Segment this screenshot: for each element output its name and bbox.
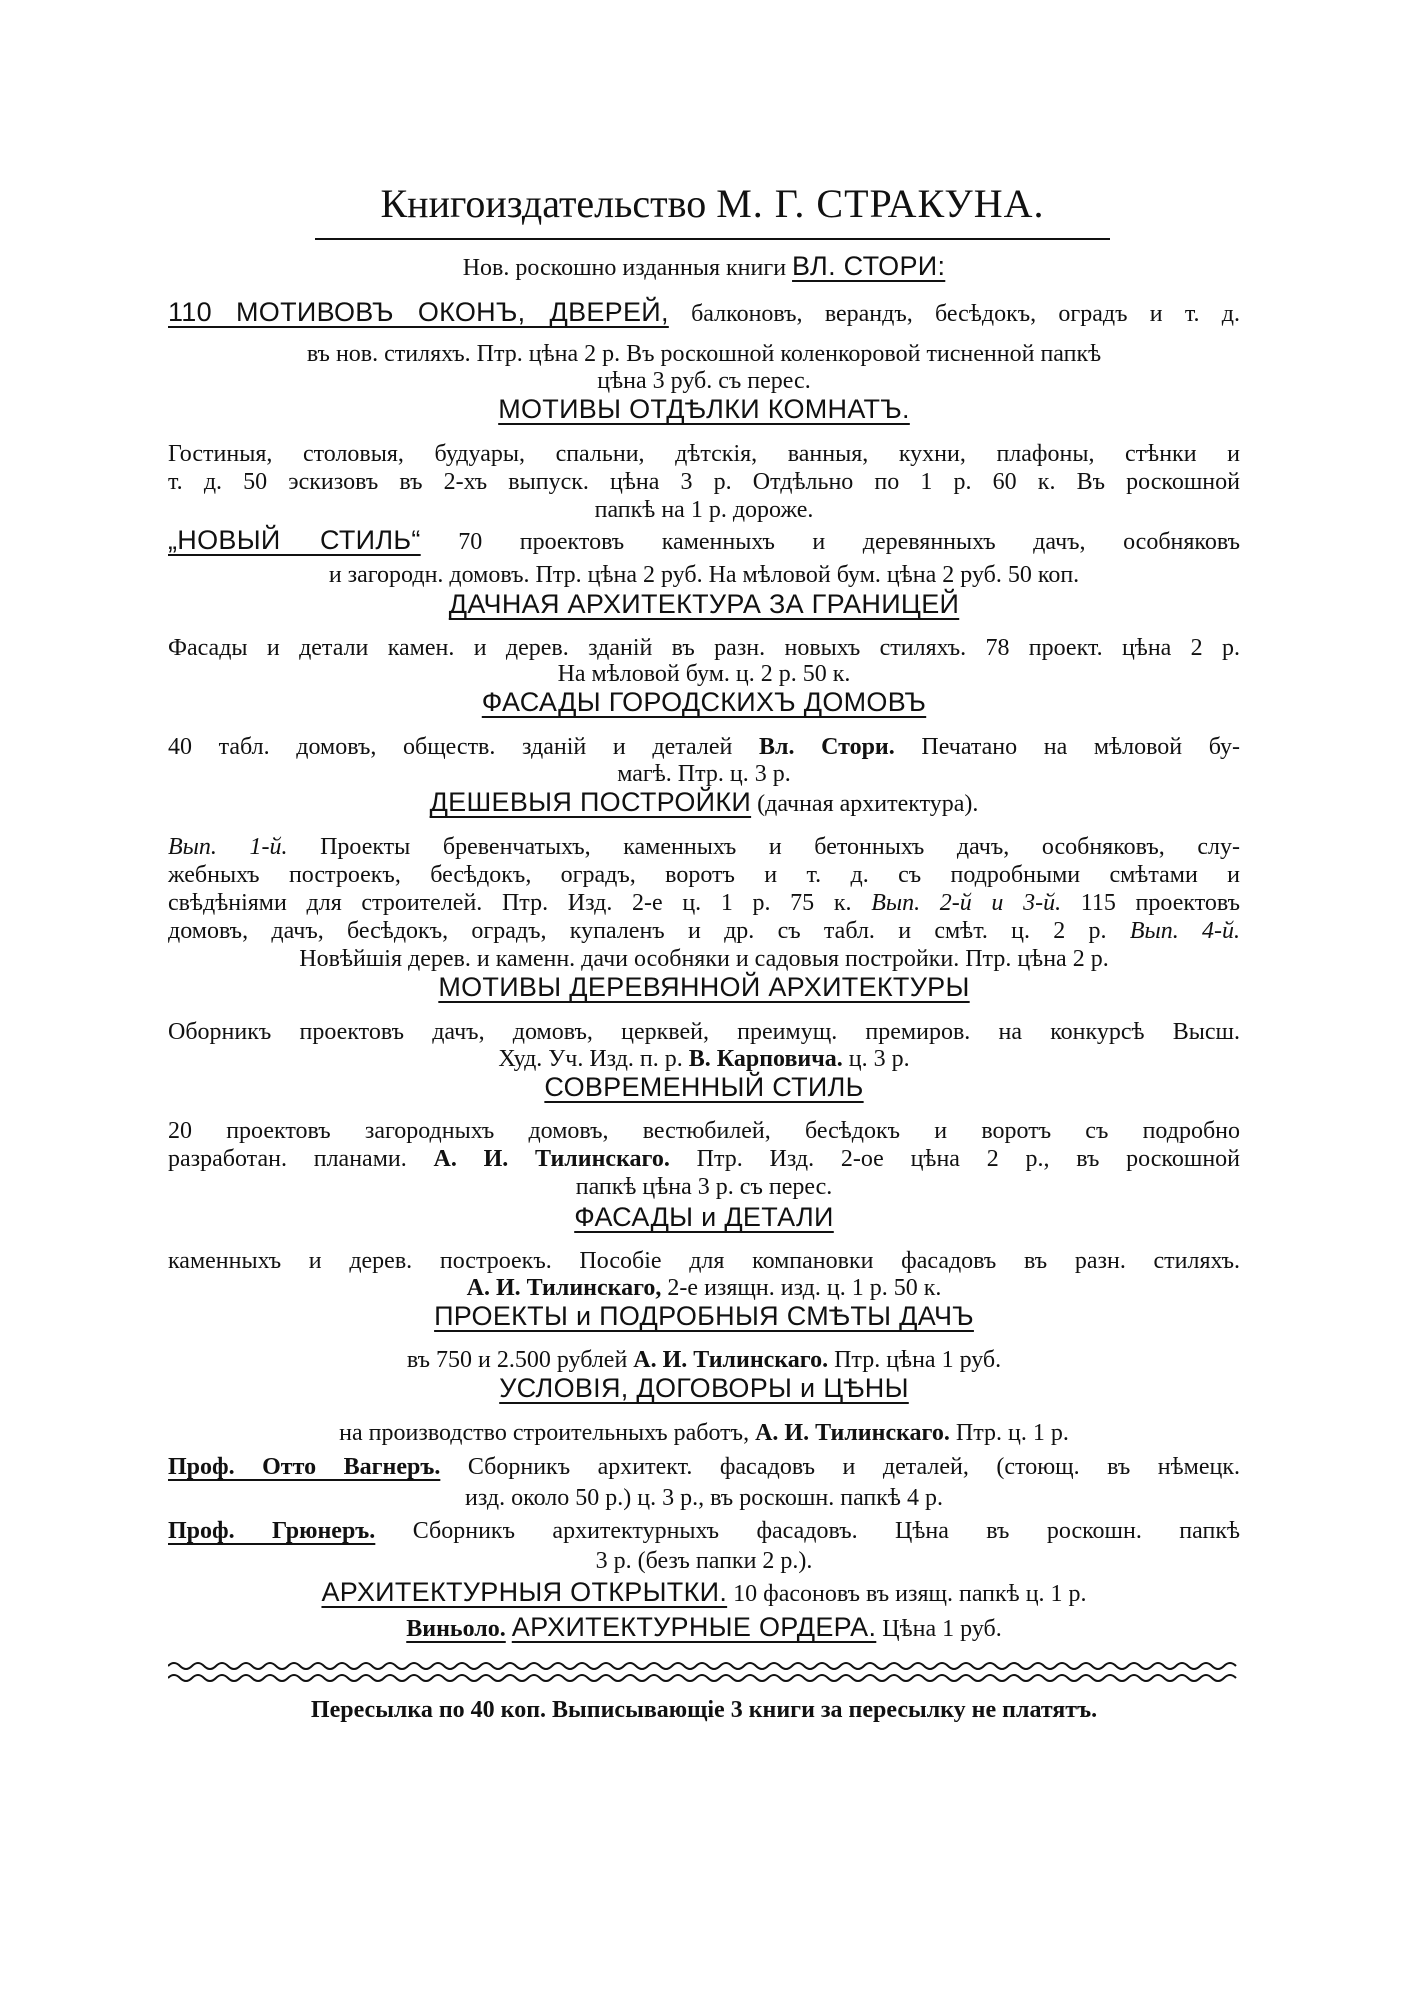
entry-dachnaya-title: ДАЧНАЯ АРХИТЕКТУРА ЗА ГРАНИЦЕЙ — [448, 589, 960, 619]
publisher-title — [315, 180, 1110, 228]
entry-gruner-author: Проф. Грюнеръ. — [168, 1518, 376, 1544]
entry-otkrytki-title: АРХИТЕКТУРНЫЯ ОТКРЫТКИ. — [321, 1577, 728, 1607]
wavy-line-bottom — [168, 1675, 1236, 1681]
entry-motivy-derev-line2 — [168, 1045, 1240, 1074]
title-rule — [315, 238, 1110, 240]
wavy-line-top — [168, 1663, 1236, 1669]
entry-fasady-gorodskikh-heading — [168, 688, 1240, 719]
entry-fasady-detali-line1: каменныхъ и дерев. построекъ. Пособіе для компановки фасадовъ въ разн. стиляхъ. — [168, 1248, 1240, 1274]
entry-fasady-gorodskikh-line1-post: Печатано на мѣловой бу- — [921, 734, 1241, 760]
entry-sovremennyi-line2-pre: разработан. планами. — [168, 1146, 407, 1172]
entry-motivy-okon-title-rest: балконовъ, верандъ, бесѣдокъ, оградъ и т. д. — [691, 301, 1241, 327]
entry-motivy-otdelki-line1: Гостиныя, столовыя, будуары, спальни, дѣтскія, ванныя, кухни, плафоны, стѣнки и — [168, 441, 1240, 467]
entry-deshevyya-line3-pre: свѣдѣніями для строителей. Птр. Изд. 2-е ц. 1 р. 75 к. — [168, 890, 852, 916]
entry-deshevyya-line1 — [168, 833, 1240, 862]
entry-usloviya-line1-pre: на производство строительныхъ работъ, — [339, 1420, 750, 1446]
entry-dachnaya-line1: Фасады и детали камен. и дерев. зданій въ разн. новыхъ стиляхъ. 78 проект. цѣна 2 р. — [168, 635, 1240, 661]
subtitle — [168, 252, 1240, 283]
entry-vagner-line1-rest: Сборникъ архитект. фасадовъ и деталей, (стоющ. въ нѣмецк. — [467, 1454, 1241, 1480]
entry-motivy-otdelki-heading — [168, 395, 1240, 426]
entry-deshevyya-title-rest: (дачная архитектура). — [757, 791, 979, 817]
entry-vagner-author: Проф. Отто Вагнеръ. — [168, 1454, 441, 1480]
entry-usloviya-title: УСЛОВІЯ, ДОГОВОРЫ и ЦѢНЫ — [499, 1373, 909, 1403]
entry-deshevyya-line2: жебныхъ построекъ, бесѣдокъ, оградъ, воротъ и т. д. съ подробными смѣтами и — [168, 862, 1240, 888]
entry-ordera-title: АРХИТЕКТУРНЫЕ ОРДЕРА. — [511, 1612, 877, 1642]
entry-fasady-gorodskikh-line1-pre: 40 табл. домовъ, обществ. зданій и деталей — [168, 734, 733, 760]
entry-gruner-line1 — [168, 1517, 1240, 1546]
entry-proekty-smety-line1 — [168, 1346, 1240, 1375]
entry-sovremennyi-line2 — [168, 1145, 1240, 1174]
entry-fasady-detali-line2-post: 2-е изящн. изд. ц. 1 р. 50 к. — [667, 1275, 942, 1301]
entry-usloviya-line1 — [168, 1419, 1240, 1448]
entry-usloviya-heading — [168, 1374, 1240, 1405]
wavy-divider — [168, 1658, 1240, 1688]
entry-fasady-gorodskikh-line2: магѣ. Птр. ц. 3 р. — [617, 761, 791, 787]
publisher-title-pre: Книгоиздательство — [380, 181, 707, 226]
entry-usloviya-author: А. И. Тилинскаго. — [755, 1420, 950, 1446]
entry-motivy-otdelki-title: МОТИВЫ ОТДѢЛКИ КОМНАТЪ. — [498, 394, 910, 424]
entry-otkrytki-title-rest: 10 фасоновъ въ изящ. папкѣ ц. 1 р. — [733, 1581, 1087, 1607]
entry-deshevyya-line3 — [168, 889, 1240, 918]
entry-vagner-line1 — [168, 1453, 1240, 1482]
entry-novyi-stil-title: „НОВЫЙ СТИЛЬ“ — [168, 525, 421, 555]
entry-deshevyya-line1-rest: Проекты бревенчатыхъ, каменныхъ и бетонныхъ дачъ, особняковъ, слу- — [320, 834, 1240, 860]
entry-motivy-derev-heading — [168, 973, 1240, 1004]
entry-fasady-detali-heading — [168, 1203, 1240, 1234]
entry-motivy-derev-line1: Оборникъ проектовъ дачъ, домовъ, церквей, преимущ. премиров. на конкурсѣ Высш. — [168, 1019, 1240, 1045]
entry-proekty-smety-heading — [168, 1302, 1240, 1333]
entry-deshevyya-line3-post: 115 проектовъ — [1080, 890, 1241, 916]
entry-fasady-detali-author: А. И. Тилинскаго, — [466, 1275, 662, 1301]
entry-fasady-detali-title: ФАСАДЫ и ДЕТАЛИ — [574, 1202, 834, 1232]
entry-deshevyya-line3-issue: Вып. 2-й и 3-й. — [871, 890, 1062, 916]
subtitle-pre: Нов. роскошно изданныя книги — [462, 255, 787, 281]
entry-motivy-otdelki-line3: папкѣ на 1 р. дороже. — [594, 497, 814, 523]
entry-deshevyya-heading — [168, 788, 1240, 819]
entry-fasady-gorodskikh-line1 — [168, 733, 1240, 762]
shipping-note: Пересылка по 40 коп. Выписывающіе 3 книги за пересылку не платятъ. — [310, 1697, 1098, 1723]
entry-motivy-okon-heading — [168, 298, 1240, 329]
entry-sovremennyi-line2-post: Птр. Изд. 2-ое цѣна 2 р., въ роскошной — [696, 1146, 1241, 1172]
entry-sovremennyi-author: А. И. Тилинскаго. — [433, 1146, 670, 1172]
publisher-name: М. Г. СТРАКУНА. — [716, 181, 1045, 226]
entry-deshevyya-line4-issue: Вып. 4-й. — [1129, 918, 1241, 944]
entry-vagner-line2: изд. около 50 р.) ц. 3 р., въ роскошн. папкѣ 4 р. — [465, 1485, 943, 1511]
entry-dachnaya-heading — [168, 590, 1240, 621]
entry-proekty-smety-line1-pre: въ 750 и 2.500 рублей — [406, 1347, 628, 1373]
entry-otkrytki-line — [168, 1578, 1240, 1609]
entry-gruner-line1-rest: Сборникъ архитектурныхъ фасадовъ. Цѣна въ роскошн. папкѣ — [412, 1518, 1241, 1544]
entry-fasady-gorodskikh-author: Вл. Стори. — [758, 734, 895, 760]
entry-deshevyya-line5: Новѣйшія дерев. и каменн. дачи особняки и садовыя постройки. Птр. цѣна 2 р. — [299, 946, 1109, 972]
entry-gruner-line2: 3 р. (безъ папки 2 р.). — [595, 1548, 813, 1574]
entry-sovremennyi-line3: папкѣ цѣна 3 р. съ перес. — [575, 1174, 833, 1200]
entry-usloviya-line1-post: Птр. ц. 1 р. — [955, 1420, 1069, 1446]
entry-fasady-gorodskikh-title: ФАСАДЫ ГОРОДСКИХЪ ДОМОВЪ — [481, 687, 927, 717]
entry-deshevyya-line1-issue: Вып. 1-й. — [168, 834, 288, 860]
entry-proekty-smety-line1-post: Птр. цѣна 1 руб. — [834, 1347, 1002, 1373]
entry-motivy-okon-title: 110 МОТИВОВЪ ОКОНЪ, ДВЕРЕЙ, — [168, 297, 669, 327]
entry-sovremennyi-heading — [168, 1073, 1240, 1104]
entry-ordera-line — [168, 1613, 1240, 1644]
entry-ordera-title-rest: Цѣна 1 руб. — [882, 1616, 1002, 1642]
entry-motivy-otdelki-line2: т. д. 50 эскизовъ въ 2-хъ выпуск. цѣна 3 р. Отдѣльно по 1 р. 60 к. Въ роскошной — [168, 469, 1240, 495]
entry-deshevyya-title: ДЕШЕВЫЯ ПОСТРОЙКИ — [429, 787, 752, 817]
entry-sovremennyi-line1: 20 проектовъ загородныхъ домовъ, вестюбилей, бесѣдокъ и воротъ съ подробно — [168, 1118, 1240, 1144]
entry-proekty-smety-author: А. И. Тилинскаго. — [633, 1347, 829, 1373]
entry-deshevyya-line4-pre: домовъ, дачъ, бесѣдокъ, оградъ, купаленъ и др. съ табл. и смѣт. ц. 2 р. — [168, 918, 1107, 944]
entry-motivy-okon-line1: въ нов. стиляхъ. Птр. цѣна 2 р. Въ роскошной коленкоровой тисненной папкѣ — [306, 341, 1102, 367]
entry-fasady-detali-line2 — [168, 1274, 1240, 1303]
entry-deshevyya-line4 — [168, 917, 1240, 946]
entry-ordera-author: Виньоло. — [406, 1616, 506, 1642]
entry-sovremennyi-title: СОВРЕМЕННЫЙ СТИЛЬ — [544, 1072, 864, 1102]
entry-novyi-stil-line1: и загородн. домовъ. Птр. цѣна 2 руб. На мѣловой бум. цѣна 2 руб. 50 коп. — [328, 562, 1080, 588]
entry-novyi-stil-heading — [168, 526, 1240, 557]
entry-motivy-derev-line2-pre: Худ. Уч. Изд. п. р. — [498, 1046, 683, 1072]
subtitle-author: ВЛ. СТОРИ: — [792, 251, 946, 281]
entry-motivy-okon-line2: цѣна 3 руб. съ перес. — [597, 368, 811, 394]
entry-motivy-derev-title: МОТИВЫ ДЕРЕВЯННОЙ АРХИТЕКТУРЫ — [438, 972, 970, 1002]
entry-proekty-smety-title: ПРОЕКТЫ и ПОДРОБНЫЯ СМѢТЫ ДАЧЪ — [434, 1301, 974, 1331]
entry-dachnaya-line2: На мѣловой бум. ц. 2 р. 50 к. — [557, 661, 851, 687]
entry-novyi-stil-title-rest: 70 проектовъ каменныхъ и деревянныхъ дачъ, особняковъ — [458, 529, 1241, 555]
entry-motivy-derev-author: В. Карповича. — [688, 1046, 843, 1072]
entry-motivy-derev-line2-post: ц. 3 р. — [848, 1046, 910, 1072]
